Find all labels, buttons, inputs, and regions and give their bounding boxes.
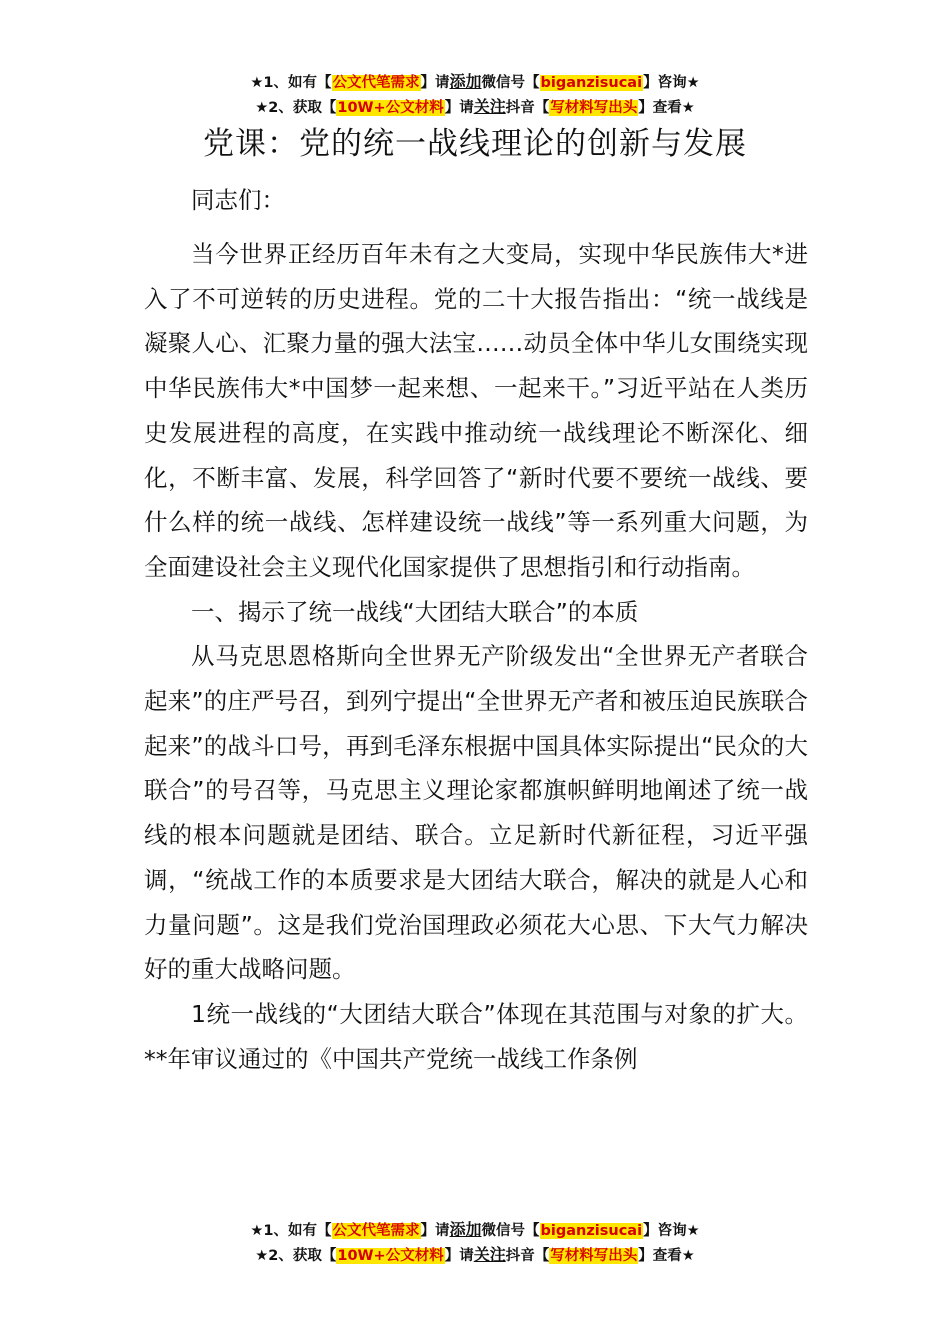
banner-text: 】查看★ xyxy=(638,100,695,116)
banner-text: 】请 xyxy=(444,1248,474,1264)
document-title: 党课：党的统一战线理论的创新与发展 xyxy=(203,126,747,162)
banner-text: 】查看★ xyxy=(638,1248,695,1264)
banner-text: ★1、如有【 xyxy=(250,1223,332,1239)
bottom-promo-banner xyxy=(0,1218,950,1268)
paragraph-intro: 当今世界正经历百年未有之大变局，实现中华民族伟大*进入了不可逆转的历史进程。党的二十大报告指出：“统一战线是凝聚人心、汇聚力量的强大法宝……动员全体中华儿女围绕实现中华民族伟大*中国梦一起来想、一起来干。”习近平站在人类历史发展进程的高度，在实践中推动统一战线理论不断深化、细化，不断丰富、发展，科学回答了“新时代要不要统一战线、要什么样的统一战线、怎样建设统一战线”等一系列重大问题，为全面建设社会主义现代化国家提供了思想指引和行动指南。 xyxy=(144,240,808,581)
banner-text: 抖音【 xyxy=(505,1248,550,1264)
highlight-wechat-id: biganzisucai xyxy=(540,75,643,91)
document-body xyxy=(144,232,808,1081)
banner-text: 】咨询★ xyxy=(643,1223,700,1239)
underlined-add: 添加 xyxy=(449,72,482,91)
highlight-materials: 10W+公文材料 xyxy=(337,100,444,116)
top-promo-banner xyxy=(0,70,950,120)
banner-text: 微信号【 xyxy=(481,1223,540,1239)
section-heading: 一、揭示了统一战线“大团结大联合”的本质 xyxy=(191,597,639,626)
banner-text: ★2、获取【 xyxy=(255,1248,337,1264)
greeting-block xyxy=(144,178,808,223)
highlight-wechat-id: biganzisucai xyxy=(540,1223,643,1239)
banner-text: 】请 xyxy=(420,75,450,91)
highlight-douyin: 写材料写出头 xyxy=(550,100,638,116)
highlight-materials: 10W+公文材料 xyxy=(337,1248,444,1264)
banner-line-2 xyxy=(0,95,950,120)
banner-text: 】请 xyxy=(420,1223,450,1239)
banner-text: 抖音【 xyxy=(505,100,550,116)
banner-line-2 xyxy=(0,1243,950,1268)
underlined-follow: 关注 xyxy=(473,1245,506,1264)
highlight-service: 公文代笔需求 xyxy=(332,75,420,91)
banner-line-1 xyxy=(0,1218,950,1243)
highlight-service: 公文代笔需求 xyxy=(332,1223,420,1239)
paragraph-point-1: 1统一战线的“大团结大联合”体现在其范围与对象的扩大。**年审议通过的《中国共产党统一战线工作条例 xyxy=(144,999,808,1073)
banner-text: ★1、如有【 xyxy=(250,75,332,91)
banner-line-1 xyxy=(0,70,950,95)
underlined-add: 添加 xyxy=(449,1220,482,1239)
highlight-douyin: 写材料写出头 xyxy=(550,1248,638,1264)
banner-text: 】咨询★ xyxy=(643,75,700,91)
banner-text: ★2、获取【 xyxy=(255,100,337,116)
banner-text: 微信号【 xyxy=(481,75,540,91)
paragraph-marxism: 从马克思恩格斯向全世界无产阶级发出“全世界无产者联合起来”的庄严号召，到列宁提出“全世界无产者和被压迫民族联合起来”的战斗口号，再到毛泽东根据中国具体实际提出“民众的大联合”的号召等，马克思主义理论家都旗帜鲜明地阐述了统一战线的根本问题就是团结、联合。立足新时代新征程，习近平强调，“统战工作的本质要求是大团结大联合，解决的就是人心和力量问题”。这是我们党治国理政必须花大心思、下大气力解决好的重大战略问题。 xyxy=(144,642,808,984)
greeting: 同志们： xyxy=(191,186,285,214)
underlined-follow: 关注 xyxy=(473,97,506,116)
banner-text: 】请 xyxy=(444,100,474,116)
